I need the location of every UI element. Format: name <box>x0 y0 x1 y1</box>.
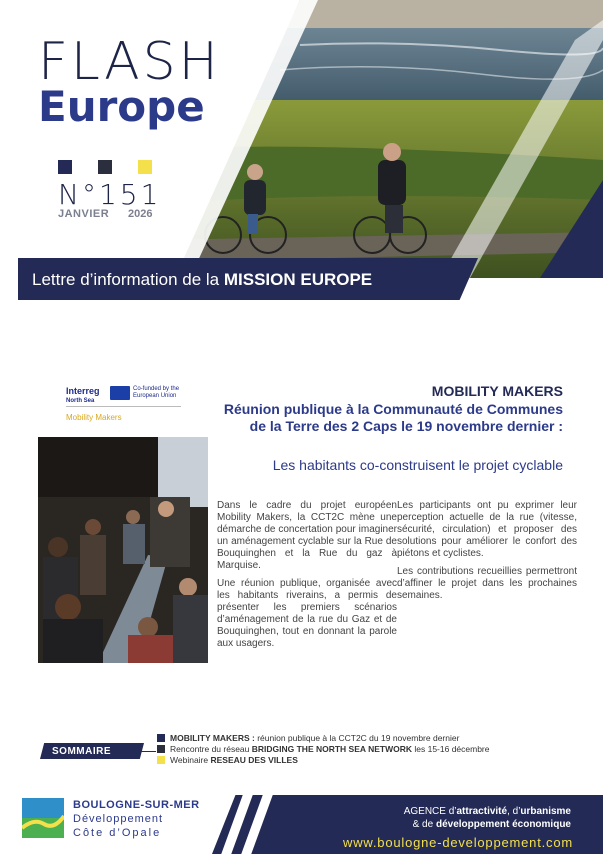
issue-month: JANVIER <box>58 208 110 220</box>
masthead-europe: Europe <box>38 82 205 131</box>
mobility-makers-logo: Mobility Makers <box>66 413 122 422</box>
logo-name-line2: Développement <box>73 813 164 825</box>
paragraph: Les participants ont pu exprimer leur perception actuelle de la rue (vitesse, sécurité, circulation) et proposer des solutions pour améliorer le confort des piétons et cyclistes. <box>397 500 577 559</box>
paragraph: Une réunion publique, organisée avec les habitants riverains, a permis de présenter les premiers scénarios d’aménagement de la rue du Gaz et de Bouquinghen, tout en donnant la parole aux usagers. <box>217 578 397 649</box>
sommaire-item[interactable]: Rencontre du réseau BRIDGING THE NORTH SEA NETWORK les 15-16 décembre <box>157 744 490 754</box>
dark-square <box>98 160 112 174</box>
agency-line1: AGENCE d’attractivité, d’urbanisme <box>403 806 571 817</box>
bullet-square-icon <box>157 745 165 753</box>
paragraph: Les contributions recueillies permettront d’affiner le projet dans les prochaines semaines. <box>397 566 577 601</box>
logo-name-line3: Côte d’Opale <box>73 827 162 839</box>
sommaire-label: SOMMAIRE <box>52 746 111 757</box>
article-kicker: MOBILITY MAKERS <box>431 383 563 399</box>
interreg-logo: Interreg North Sea <box>66 386 100 404</box>
logo-divider <box>66 406 181 407</box>
sommaire-item[interactable]: Webinaire RESEAU DES VILLES <box>157 755 298 765</box>
navy-square <box>58 160 72 174</box>
website-link[interactable]: www.boulogne-developpement.com <box>343 835 573 850</box>
eu-cofunded-text: Co-funded by the European Union <box>133 386 180 399</box>
meeting-photo <box>38 437 208 663</box>
paragraph: Dans le cadre du projet européen Mobility Makers, la CCT2C mène une démarche de concertation pour imaginer un aménagement cyclable sur la Rue de Bouquinghen et la Rue du gaz à Marquise. <box>217 500 397 571</box>
agency-line2: & de développement économique <box>412 819 571 830</box>
issue-number: N°151 <box>58 178 162 211</box>
bullet-square-icon <box>157 734 165 742</box>
logo-name-line1: BOULOGNE-SUR-MER <box>73 799 200 811</box>
sommaire-item[interactable]: MOBILITY MAKERS : réunion publique à la CCT2C du 19 novembre dernier <box>157 733 459 743</box>
article-column-2 <box>397 500 577 608</box>
banner-text: Lettre d’information de la MISSION EUROPE <box>32 270 373 289</box>
article-subtitle: Les habitants co-construisent le projet cyclable <box>272 457 563 473</box>
sommaire-connector <box>140 751 156 752</box>
issue-year: 2026 <box>128 208 153 220</box>
boulogne-logo-icon <box>22 798 64 838</box>
article-column-1 <box>217 500 397 656</box>
bullet-square-icon <box>157 756 165 764</box>
yellow-square <box>138 160 152 174</box>
masthead-flash: FLASH <box>38 32 221 92</box>
article-title: Réunion publique à la Communauté de Communes de la Terre des 2 Caps le 19 novembre dernier : <box>223 401 563 434</box>
eu-flag-icon <box>110 386 130 400</box>
